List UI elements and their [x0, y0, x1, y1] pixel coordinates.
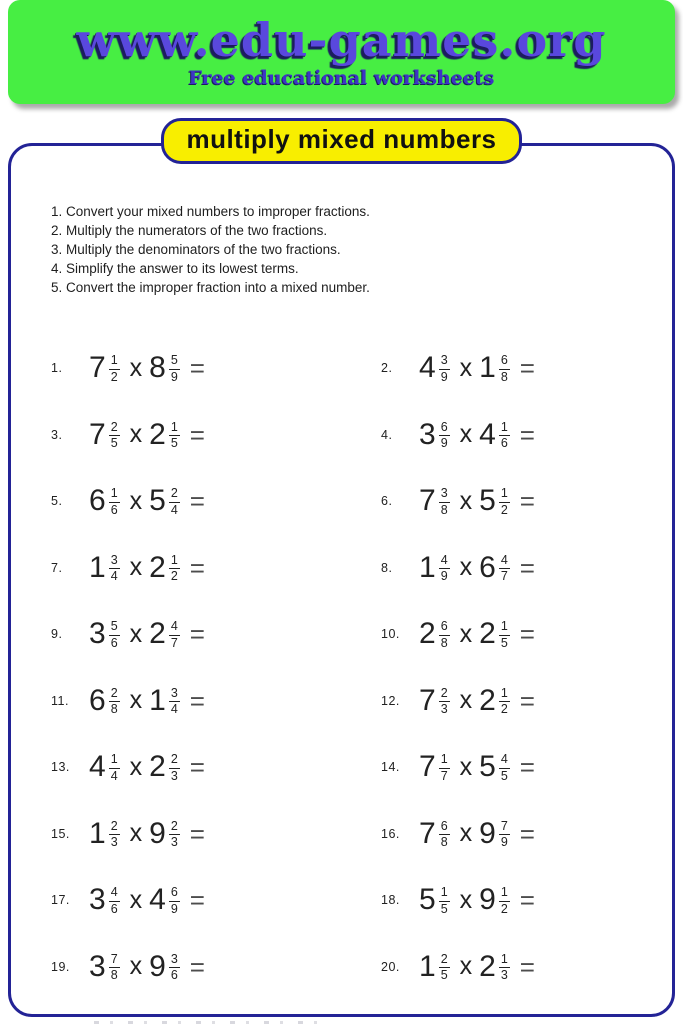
whole-number-first: 2	[419, 617, 436, 651]
whole-number-first: 7	[419, 484, 436, 518]
whole-number-second: 5	[149, 484, 166, 518]
fraction-numerator: 6	[439, 421, 450, 437]
fraction-first	[109, 886, 120, 916]
fraction-first	[109, 820, 120, 850]
whole-number-first: 7	[419, 750, 436, 784]
fraction-numerator: 7	[109, 953, 120, 969]
multiply-symbol: x	[459, 353, 473, 382]
fraction-denominator: 7	[500, 569, 508, 584]
fraction-numerator: 2	[169, 753, 180, 769]
fraction-numerator: 1	[109, 753, 120, 769]
whole-number-second: 2	[479, 683, 496, 717]
fraction-first	[109, 753, 120, 783]
fraction-denominator: 7	[170, 635, 178, 650]
fraction-denominator: 9	[170, 369, 178, 384]
problem-number: 18.	[381, 893, 400, 908]
equals-symbol: =	[519, 353, 535, 384]
fraction-denominator: 6	[170, 968, 178, 983]
whole-number-first: 7	[419, 683, 436, 717]
fraction-denominator: 9	[170, 901, 178, 916]
fraction-numerator: 3	[439, 487, 450, 503]
whole-number-first: 1	[419, 550, 436, 584]
problem-item	[381, 885, 644, 915]
problem-item	[381, 752, 644, 782]
fraction-second	[169, 620, 180, 650]
multiply-symbol: x	[129, 619, 143, 648]
equals-symbol: =	[189, 419, 205, 450]
fraction-first	[109, 554, 120, 584]
multiply-symbol: x	[459, 952, 473, 981]
site-banner	[8, 0, 675, 104]
problem-number: 20.	[381, 959, 400, 974]
fraction-second	[169, 421, 180, 451]
equals-symbol: =	[189, 552, 205, 583]
multiply-symbol: x	[129, 952, 143, 981]
multiply-symbol: x	[129, 885, 143, 914]
whole-number-second: 1	[149, 683, 166, 717]
multiply-symbol: x	[129, 752, 143, 781]
fraction-denominator: 8	[110, 968, 118, 983]
whole-number-first: 3	[419, 417, 436, 451]
fraction-denominator: 5	[110, 436, 118, 451]
site-title[interactable]: www.edu-games.org	[76, 12, 607, 67]
instruction-line: 4. Simplify the answer to its lowest terms.	[51, 261, 299, 276]
fraction-numerator: 5	[169, 354, 180, 370]
fraction-numerator: 2	[109, 421, 120, 437]
fraction-denominator: 2	[500, 901, 508, 916]
multiply-symbol: x	[459, 752, 473, 781]
multiply-symbol: x	[459, 819, 473, 848]
whole-number-second: 5	[479, 750, 496, 784]
problem-item	[51, 683, 381, 717]
equals-symbol: =	[519, 885, 535, 916]
fraction-first	[439, 886, 450, 916]
fraction-denominator: 3	[500, 968, 508, 983]
multiply-symbol: x	[129, 420, 143, 449]
problems-grid	[51, 335, 644, 1000]
fraction-denominator: 2	[500, 702, 508, 717]
problem-expression	[419, 486, 535, 516]
multiply-symbol: x	[459, 686, 473, 715]
problem-expression	[419, 353, 535, 383]
fraction-first	[109, 620, 120, 650]
fraction-first	[109, 687, 120, 717]
fraction-numerator: 4	[499, 753, 510, 769]
fraction-numerator: 2	[109, 687, 120, 703]
fraction-numerator: 4	[169, 620, 180, 636]
problem-number: 9.	[51, 627, 63, 642]
problem-expression	[89, 417, 205, 451]
fraction-second	[169, 753, 180, 783]
problem-number: 1.	[51, 361, 63, 376]
whole-number-second: 4	[149, 883, 166, 917]
fraction-numerator: 4	[439, 554, 450, 570]
fraction-numerator: 2	[109, 820, 120, 836]
problem-item	[51, 949, 381, 983]
equals-symbol: =	[189, 951, 205, 982]
whole-number-first: 1	[89, 550, 106, 584]
fraction-numerator: 1	[499, 620, 510, 636]
fraction-denominator: 6	[110, 502, 118, 517]
problem-item	[51, 550, 381, 584]
problem-number: 14.	[381, 760, 400, 775]
fraction-denominator: 3	[170, 768, 178, 783]
fraction-denominator: 3	[440, 702, 448, 717]
problem-number: 3.	[51, 427, 63, 442]
fraction-denominator: 8	[440, 835, 448, 850]
fraction-denominator: 9	[440, 569, 448, 584]
whole-number-second: 9	[479, 883, 496, 917]
problem-expression	[89, 486, 205, 516]
whole-number-second: 2	[149, 550, 166, 584]
problem-item	[381, 949, 644, 983]
fraction-second	[499, 953, 510, 983]
whole-number-first: 4	[419, 351, 436, 385]
problem-expression	[419, 816, 535, 850]
problem-expression	[419, 752, 535, 782]
problem-number: 12.	[381, 693, 400, 708]
fraction-denominator: 4	[110, 569, 118, 584]
problem-item	[51, 486, 381, 516]
whole-number-first: 1	[419, 949, 436, 983]
problem-item	[381, 816, 644, 850]
whole-number-first: 6	[89, 683, 106, 717]
problem-number: 6.	[381, 494, 393, 509]
fraction-first	[439, 421, 450, 451]
instruction-line: 2. Multiply the numerators of the two fractions.	[51, 223, 328, 238]
equals-symbol: =	[519, 685, 535, 716]
fraction-second	[169, 354, 180, 384]
fraction-numerator: 2	[439, 953, 450, 969]
multiply-symbol: x	[459, 619, 473, 648]
problem-expression	[419, 550, 535, 584]
fraction-numerator: 2	[169, 820, 180, 836]
instruction-line: 5. Convert the improper fraction into a mixed number.	[51, 280, 370, 295]
fraction-numerator: 1	[499, 487, 510, 503]
fraction-denominator: 8	[500, 369, 508, 384]
problem-number: 4.	[381, 427, 393, 442]
whole-number-first: 7	[89, 351, 106, 385]
whole-number-second: 9	[149, 949, 166, 983]
fraction-first	[439, 820, 450, 850]
whole-number-first: 3	[89, 883, 106, 917]
fraction-denominator: 5	[500, 635, 508, 650]
problem-number: 13.	[51, 760, 70, 775]
problem-expression	[419, 619, 535, 649]
fraction-denominator: 2	[500, 502, 508, 517]
fraction-first	[439, 487, 450, 517]
equals-symbol: =	[519, 951, 535, 982]
whole-number-first: 7	[419, 816, 436, 850]
fraction-numerator: 1	[499, 886, 510, 902]
fraction-first	[439, 753, 450, 783]
fraction-second	[499, 354, 510, 384]
fraction-first	[439, 620, 450, 650]
fraction-denominator: 4	[170, 502, 178, 517]
site-subtitle: Free educational worksheets	[188, 66, 495, 89]
fraction-numerator: 6	[499, 354, 510, 370]
fraction-second	[499, 421, 510, 451]
whole-number-second: 2	[149, 617, 166, 651]
fraction-numerator: 1	[169, 421, 180, 437]
whole-number-first: 3	[89, 949, 106, 983]
fraction-denominator: 8	[440, 502, 448, 517]
fraction-numerator: 4	[499, 554, 510, 570]
problem-expression	[419, 417, 535, 451]
fraction-numerator: 3	[169, 953, 180, 969]
fraction-numerator: 3	[439, 354, 450, 370]
multiply-symbol: x	[459, 885, 473, 914]
problem-expression	[89, 816, 205, 850]
problem-number: 17.	[51, 893, 70, 908]
instruction-line: 3. Multiply the denominators of the two fractions.	[51, 242, 341, 257]
problem-expression	[89, 885, 205, 915]
problem-expression	[419, 949, 535, 983]
problem-expression	[89, 353, 205, 383]
fraction-second	[499, 753, 510, 783]
fraction-denominator: 8	[440, 635, 448, 650]
fraction-denominator: 8	[110, 702, 118, 717]
fraction-first	[439, 354, 450, 384]
fraction-second	[499, 620, 510, 650]
fraction-second	[499, 687, 510, 717]
fraction-denominator: 5	[440, 968, 448, 983]
fraction-second	[169, 820, 180, 850]
problem-item	[381, 683, 644, 717]
multiply-symbol: x	[459, 486, 473, 515]
equals-symbol: =	[519, 552, 535, 583]
problem-expression	[89, 683, 205, 717]
equals-symbol: =	[519, 619, 535, 650]
whole-number-second: 8	[149, 351, 166, 385]
problem-expression	[89, 949, 205, 983]
fraction-denominator: 9	[440, 369, 448, 384]
whole-number-second: 5	[479, 484, 496, 518]
fraction-numerator: 1	[109, 487, 120, 503]
fraction-first	[439, 687, 450, 717]
whole-number-second: 2	[149, 750, 166, 784]
problem-item	[51, 752, 381, 782]
whole-number-second: 1	[479, 351, 496, 385]
whole-number-first: 7	[89, 417, 106, 451]
whole-number-first: 1	[89, 816, 106, 850]
problem-expression	[89, 550, 205, 584]
fraction-denominator: 3	[110, 835, 118, 850]
fraction-first	[439, 554, 450, 584]
fraction-first	[109, 421, 120, 451]
problem-expression	[89, 619, 205, 649]
equals-symbol: =	[519, 818, 535, 849]
multiply-symbol: x	[129, 553, 143, 582]
whole-number-second: 2	[479, 617, 496, 651]
problem-number: 8.	[381, 560, 393, 575]
problem-item	[381, 353, 644, 383]
equals-symbol: =	[519, 486, 535, 517]
fraction-second	[169, 886, 180, 916]
whole-number-second: 9	[149, 816, 166, 850]
fraction-numerator: 2	[439, 687, 450, 703]
fraction-numerator: 3	[169, 687, 180, 703]
equals-symbol: =	[189, 486, 205, 517]
instructions-list	[51, 202, 644, 297]
equals-symbol: =	[519, 419, 535, 450]
problem-expression	[89, 752, 205, 782]
problem-item	[51, 619, 381, 649]
fraction-denominator: 4	[110, 768, 118, 783]
fraction-numerator: 6	[439, 820, 450, 836]
fraction-numerator: 5	[109, 620, 120, 636]
problem-expression	[419, 683, 535, 717]
equals-symbol: =	[189, 685, 205, 716]
fraction-denominator: 5	[170, 436, 178, 451]
problem-number: 15.	[51, 826, 70, 841]
fraction-denominator: 2	[170, 569, 178, 584]
problem-number: 10.	[381, 627, 400, 642]
fraction-numerator: 4	[109, 886, 120, 902]
problem-number: 19.	[51, 959, 70, 974]
multiply-symbol: x	[459, 553, 473, 582]
fraction-denominator: 7	[440, 768, 448, 783]
problem-item	[381, 550, 644, 584]
whole-number-second: 4	[479, 417, 496, 451]
equals-symbol: =	[189, 619, 205, 650]
whole-number-first: 4	[89, 750, 106, 784]
fraction-denominator: 9	[500, 835, 508, 850]
fraction-denominator: 5	[500, 768, 508, 783]
fraction-second	[499, 554, 510, 584]
problem-item	[51, 417, 381, 451]
fraction-numerator: 6	[439, 620, 450, 636]
whole-number-second: 6	[479, 550, 496, 584]
equals-symbol: =	[519, 752, 535, 783]
problem-number: 7.	[51, 560, 63, 575]
equals-symbol: =	[189, 818, 205, 849]
fraction-numerator: 7	[499, 820, 510, 836]
fraction-first	[109, 354, 120, 384]
whole-number-first: 3	[89, 617, 106, 651]
fraction-second	[169, 687, 180, 717]
fraction-denominator: 6	[110, 901, 118, 916]
problem-item	[381, 619, 644, 649]
fraction-numerator: 1	[499, 953, 510, 969]
problem-number: 5.	[51, 494, 63, 509]
fraction-denominator: 9	[440, 436, 448, 451]
problem-item	[381, 486, 644, 516]
problem-item	[51, 816, 381, 850]
fraction-second	[499, 886, 510, 916]
fraction-numerator: 1	[499, 687, 510, 703]
whole-number-first: 5	[419, 883, 436, 917]
fraction-denominator: 6	[500, 436, 508, 451]
fraction-first	[109, 953, 120, 983]
fraction-denominator: 4	[170, 702, 178, 717]
fraction-first	[439, 953, 450, 983]
problem-number: 16.	[381, 826, 400, 841]
multiply-symbol: x	[129, 819, 143, 848]
fraction-numerator: 1	[109, 354, 120, 370]
problem-item	[381, 417, 644, 451]
multiply-symbol: x	[129, 353, 143, 382]
equals-symbol: =	[189, 353, 205, 384]
fraction-numerator: 1	[439, 886, 450, 902]
fraction-denominator: 5	[440, 901, 448, 916]
fraction-second	[169, 487, 180, 517]
multiply-symbol: x	[459, 420, 473, 449]
fraction-numerator: 2	[169, 487, 180, 503]
fraction-denominator: 3	[170, 835, 178, 850]
equals-symbol: =	[189, 885, 205, 916]
fraction-denominator: 2	[110, 369, 118, 384]
problem-number: 11.	[51, 693, 69, 708]
fraction-second	[169, 953, 180, 983]
fraction-second	[169, 554, 180, 584]
fraction-second	[499, 820, 510, 850]
problem-item	[51, 885, 381, 915]
whole-number-second: 9	[479, 816, 496, 850]
problem-expression	[419, 885, 535, 915]
multiply-symbol: x	[129, 686, 143, 715]
worksheet-sheet	[8, 143, 675, 1017]
fraction-numerator: 1	[439, 753, 450, 769]
fraction-second	[499, 487, 510, 517]
fraction-numerator: 6	[169, 886, 180, 902]
whole-number-second: 2	[479, 949, 496, 983]
equals-symbol: =	[189, 752, 205, 783]
multiply-symbol: x	[129, 486, 143, 515]
fraction-numerator: 1	[499, 421, 510, 437]
fraction-denominator: 6	[110, 635, 118, 650]
whole-number-second: 2	[149, 417, 166, 451]
problem-item	[51, 353, 381, 383]
fraction-numerator: 1	[169, 554, 180, 570]
worksheet-title: multiply mixed numbers	[161, 118, 521, 164]
fraction-first	[109, 487, 120, 517]
instruction-line: 1. Convert your mixed numbers to improper fractions.	[51, 204, 370, 219]
whole-number-first: 6	[89, 484, 106, 518]
problem-number: 2.	[381, 361, 393, 376]
fraction-numerator: 3	[109, 554, 120, 570]
